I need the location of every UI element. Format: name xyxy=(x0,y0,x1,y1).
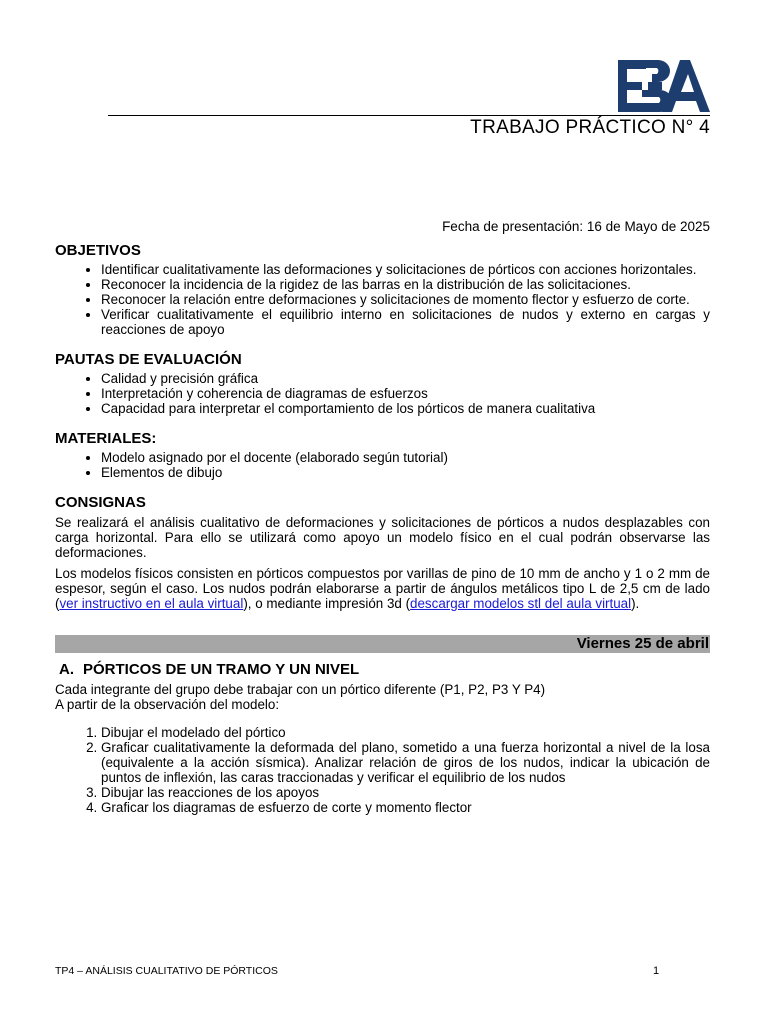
presentation-date: Fecha de presentación: 16 de Mayo de 2025 xyxy=(442,219,710,234)
pautas-list xyxy=(55,371,710,416)
list-item: • Capacidad para interpretar el comportamiento de los pórticos de manera cualitativa xyxy=(101,401,710,416)
list-item: • Reconocer la incidencia de la rigidez de las barras en la distribución de las solicitaciones. xyxy=(101,277,710,292)
list-item: • Interpretación y coherencia de diagramas de esfuerzos xyxy=(101,386,710,401)
footer-text: TP4 – ANÁLISIS CUALITATIVO DE PÓRTICOS xyxy=(55,965,278,977)
eba-logo xyxy=(618,58,712,114)
section-letter: A. xyxy=(59,661,74,678)
document-title: TRABAJO PRÁCTICO N° 4 xyxy=(470,117,710,138)
instructivo-link[interactable]: ver instructivo en el aula virtual xyxy=(59,596,244,611)
section-title: PÓRTICOS DE UN TRAMO Y UN NIVEL xyxy=(83,661,360,678)
section-a-heading xyxy=(55,661,710,679)
objetivos-list xyxy=(55,262,710,337)
section-a-line-2: A partir de la observación del modelo: xyxy=(55,697,280,712)
list-item: • Elementos de dibujo xyxy=(101,465,710,480)
materiales-list xyxy=(55,450,710,480)
list-item: • Calidad y precisión gráfica xyxy=(101,371,710,386)
date-bar-label: Viernes 25 de abril xyxy=(576,635,709,652)
paragraph-text: ), o mediante impresión 3d ( xyxy=(243,596,411,611)
page-number: 1 xyxy=(653,965,660,977)
section-a-line-1: Cada integrante del grupo debe trabajar con un pórtico diferente (P1, P2, P3 Y P4) xyxy=(55,682,546,697)
document-body xyxy=(55,242,710,815)
list-item: • Modelo asignado por el docente (elaborado según tutorial) xyxy=(101,450,710,465)
list-item: • Verificar cualitativamente el equilibrio interno en solicitaciones de nudos y externo en cargas y reacciones de apoyo xyxy=(101,307,710,337)
pautas-heading: PAUTAS DE EVALUACIÓN xyxy=(55,351,242,368)
consignas-paragraph-1: Se realizará el análisis cualitativo de deformaciones y solicitaciones de pórticos a nudos desplazables con carga horizontal. Para ello se utilizará como apoyo un modelo físico en el cual podrán observarse las deformaciones. xyxy=(55,515,710,560)
list-item: • Reconocer la relación entre deformaciones y solicitaciones de momento flector y esfuerzo de corte. xyxy=(101,292,710,307)
materiales-heading: MATERIALES: xyxy=(55,430,157,447)
list-item: • Identificar cualitativamente las deformaciones y solicitaciones de pórticos con acciones horizontales. xyxy=(101,262,710,277)
paragraph-text: ). xyxy=(631,596,640,611)
steps-list xyxy=(55,725,710,815)
list-item: 3. Dibujar las reacciones de los apoyos xyxy=(101,785,710,800)
consignas-heading: CONSIGNAS xyxy=(55,494,146,511)
paragraph-text: Los modelos físicos consisten en pórticos compuestos por varillas de pino de 10 mm de ancho y 1 o 2 mm de espesor, según el caso. Los nudos podrán elaborarse a partir de ángulos metálicos tipo L de 2,5 cm de lado ( xyxy=(55,566,710,611)
header-rule xyxy=(108,115,710,116)
descargar-modelos-link[interactable]: descargar modelos stl del aula virtual xyxy=(410,596,632,611)
consignas-paragraph-2 xyxy=(55,566,710,611)
list-item: 2. Graficar cualitativamente la deformada del plano, sometido a una fuerza horizontal a nivel de la losa (equivalente a la acción sísmica). Analizar relación de giros de los nudos, indicar la ubicación de puntos de inflexión, las caras traccionadas y verificar el equilibrio de los nudos xyxy=(101,740,710,785)
objetivos-heading: OBJETIVOS xyxy=(55,242,141,259)
list-item: 1. Dibujar el modelado del pórtico xyxy=(101,725,710,740)
date-bar xyxy=(55,635,710,653)
list-item: 4. Graficar los diagramas de esfuerzo de corte y momento flector xyxy=(101,800,710,815)
